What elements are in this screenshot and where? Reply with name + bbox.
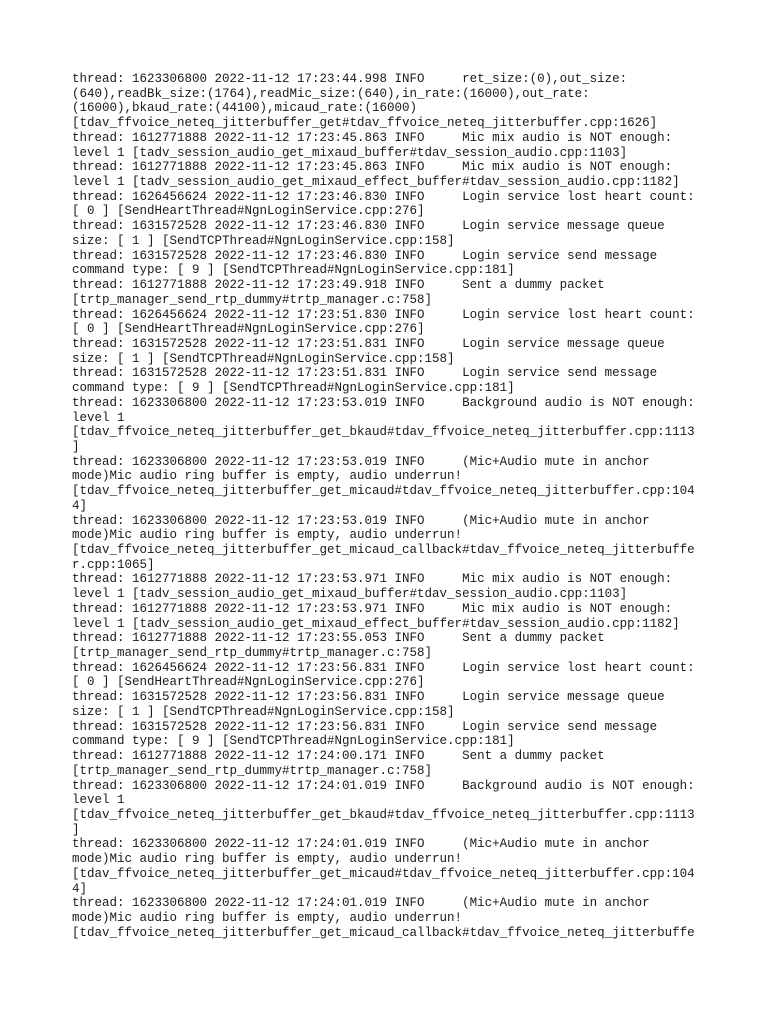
log-line: [tdav_ffvoice_neteq_jitterbuffer_get_micaud_callback#tdav_ffvoice_neteq_jitterbuffe [72, 925, 695, 940]
log-line: thread: 1612771888 2022-11-12 17:23:53.971 INFO Mic mix audio is NOT enough: [72, 601, 673, 616]
log-line: mode)Mic audio ring buffer is empty, audio underrun! [72, 469, 463, 484]
log-line: thread: 1631572528 2022-11-12 17:23:56.831 INFO Login service message queue [72, 690, 665, 705]
log-line: ] [72, 439, 80, 454]
log-line: thread: 1631572528 2022-11-12 17:23:51.831 INFO Login service message queue [72, 336, 665, 351]
log-line: 4] [72, 498, 88, 513]
log-line: command type: [ 9 ] [SendTCPThread#NgnLoginService.cpp:181] [72, 734, 515, 749]
log-line: size: [ 1 ] [SendTCPThread#NgnLoginService.cpp:158] [72, 704, 455, 719]
log-line: thread: 1623306800 2022-11-12 17:24:01.019 INFO (Mic+Audio mute in anchor [72, 837, 650, 852]
log-line: level 1 [tadv_session_audio_get_mixaud_buffer#tdav_session_audio.cpp:1103] [72, 587, 628, 602]
log-line: thread: 1623306800 2022-11-12 17:23:44.998 INFO ret_size:(0),out_size: [72, 72, 628, 86]
log-line: mode)Mic audio ring buffer is empty, audio underrun! [72, 852, 463, 867]
log-line: [tdav_ffvoice_neteq_jitterbuffer_get_micaud#tdav_ffvoice_neteq_jitterbuffer.cpp:104 [72, 866, 695, 881]
log-line: r.cpp:1065] [72, 557, 155, 572]
log-line: [trtp_manager_send_rtp_dummy#trtp_manager.c:758] [72, 292, 433, 307]
log-line: level 1 [tadv_session_audio_get_mixaud_buffer#tdav_session_audio.cpp:1103] [72, 145, 628, 160]
log-line: level 1 [72, 410, 125, 425]
log-line: (16000),bkaud_rate:(44100),micaud_rate:(16000) [72, 101, 418, 116]
log-line: command type: [ 9 ] [SendTCPThread#NgnLoginService.cpp:181] [72, 263, 515, 278]
log-line: thread: 1626456624 2022-11-12 17:23:56.831 INFO Login service lost heart count: [72, 660, 695, 675]
log-line: thread: 1612771888 2022-11-12 17:23:45.863 INFO Mic mix audio is NOT enough: [72, 160, 673, 175]
log-line: level 1 [tadv_session_audio_get_mixaud_effect_buffer#tdav_session_audio.cpp:1182] [72, 175, 680, 190]
log-line: mode)Mic audio ring buffer is empty, audio underrun! [72, 910, 463, 925]
log-line: [ 0 ] [SendHeartThread#NgnLoginService.cpp:276] [72, 675, 425, 690]
log-line: thread: 1623306800 2022-11-12 17:24:01.019 INFO Background audio is NOT enough: [72, 778, 695, 793]
log-line: thread: 1631572528 2022-11-12 17:23:46.830 INFO Login service message queue [72, 219, 665, 234]
log-line: level 1 [tadv_session_audio_get_mixaud_effect_buffer#tdav_session_audio.cpp:1182] [72, 616, 680, 631]
log-line: [ 0 ] [SendHeartThread#NgnLoginService.cpp:276] [72, 322, 425, 337]
log-line: (640),readBk_size:(1764),readMic_size:(640),in_rate:(16000),out_rate: [72, 86, 590, 101]
log-line: [tdav_ffvoice_neteq_jitterbuffer_get#tdav_ffvoice_neteq_jitterbuffer.cpp:1626] [72, 116, 658, 131]
log-line: level 1 [72, 793, 125, 808]
log-line: thread: 1626456624 2022-11-12 17:23:51.830 INFO Login service lost heart count: [72, 307, 695, 322]
log-line: mode)Mic audio ring buffer is empty, audio underrun! [72, 528, 463, 543]
log-line: command type: [ 9 ] [SendTCPThread#NgnLoginService.cpp:181] [72, 381, 515, 396]
log-line: thread: 1612771888 2022-11-12 17:23:55.053 INFO Sent a dummy packet [72, 631, 605, 646]
log-line: thread: 1612771888 2022-11-12 17:24:00.171 INFO Sent a dummy packet [72, 749, 605, 764]
log-line: ] [72, 822, 80, 837]
log-document [72, 72, 712, 940]
log-line: thread: 1623306800 2022-11-12 17:23:53.019 INFO Background audio is NOT enough: [72, 395, 695, 410]
log-line: thread: 1612771888 2022-11-12 17:23:53.971 INFO Mic mix audio is NOT enough: [72, 572, 673, 587]
log-line: [tdav_ffvoice_neteq_jitterbuffer_get_bkaud#tdav_ffvoice_neteq_jitterbuffer.cpp:1113 [72, 807, 695, 822]
log-line: thread: 1631572528 2022-11-12 17:23:51.831 INFO Login service send message [72, 366, 658, 381]
log-line: [trtp_manager_send_rtp_dummy#trtp_manager.c:758] [72, 763, 433, 778]
log-line: [tdav_ffvoice_neteq_jitterbuffer_get_micaud_callback#tdav_ffvoice_neteq_jitterbuffe [72, 543, 695, 557]
log-line: 4] [72, 881, 88, 896]
log-line: [tdav_ffvoice_neteq_jitterbuffer_get_micaud#tdav_ffvoice_neteq_jitterbuffer.cpp:104 [72, 484, 695, 499]
log-line: [tdav_ffvoice_neteq_jitterbuffer_get_bkaud#tdav_ffvoice_neteq_jitterbuffer.cpp:1113 [72, 425, 695, 440]
log-line: size: [ 1 ] [SendTCPThread#NgnLoginService.cpp:158] [72, 351, 455, 366]
log-line: thread: 1612771888 2022-11-12 17:23:49.918 INFO Sent a dummy packet [72, 278, 605, 293]
log-line: thread: 1631572528 2022-11-12 17:23:46.830 INFO Login service send message [72, 248, 658, 263]
log-line: thread: 1623306800 2022-11-12 17:23:53.019 INFO (Mic+Audio mute in anchor [72, 454, 650, 469]
log-line: thread: 1626456624 2022-11-12 17:23:46.830 INFO Login service lost heart count: [72, 189, 695, 204]
log-line: thread: 1623306800 2022-11-12 17:23:53.019 INFO (Mic+Audio mute in anchor [72, 513, 650, 528]
log-line: [trtp_manager_send_rtp_dummy#trtp_manager.c:758] [72, 646, 433, 661]
log-line: [ 0 ] [SendHeartThread#NgnLoginService.cpp:276] [72, 204, 425, 219]
log-line: thread: 1612771888 2022-11-12 17:23:45.863 INFO Mic mix audio is NOT enough: [72, 130, 673, 145]
log-line: thread: 1623306800 2022-11-12 17:24:01.019 INFO (Mic+Audio mute in anchor [72, 896, 650, 911]
log-line: thread: 1631572528 2022-11-12 17:23:56.831 INFO Login service send message [72, 719, 658, 734]
log-line: size: [ 1 ] [SendTCPThread#NgnLoginService.cpp:158] [72, 233, 455, 248]
